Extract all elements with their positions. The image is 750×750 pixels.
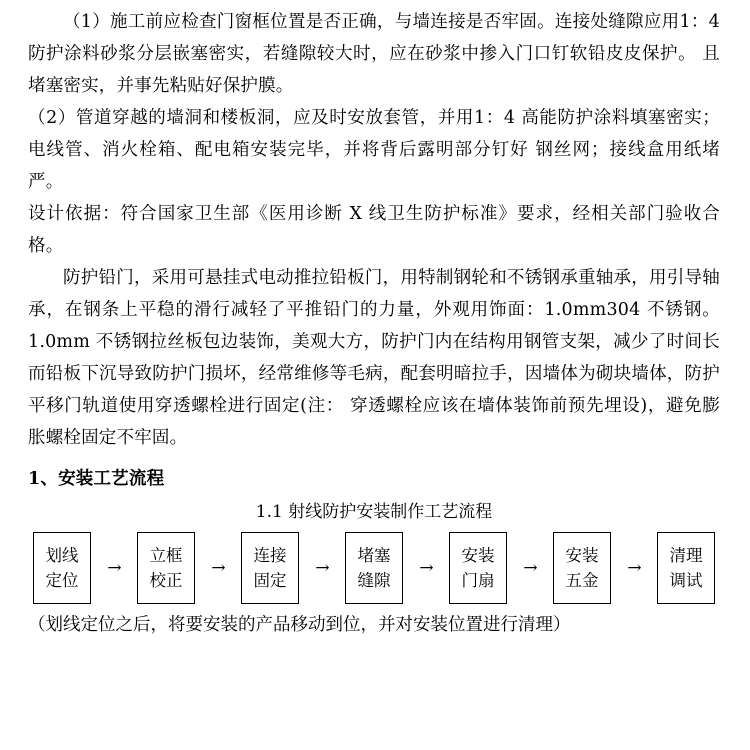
flow-step-6: [554, 533, 611, 604]
arrow-icon-5: →: [523, 557, 537, 578]
paragraph-2: （2）管道穿越的墙洞和楼板洞，应及时安放套管，并用1：4 高能防护涂料填塞密实；电线管、消火栓箱、配电箱安装完毕，并将背后露明部分钉好 钢丝网；接线盒用纸堵严。: [28, 108, 720, 192]
flow-step-6-line2: 五金: [565, 571, 599, 590]
flow-step-4: [346, 533, 403, 604]
paragraph-1: （1）施工前应检查门窗框位置是否正确，与墙连接是否牢固。连接处缝隙应用1：4 防护涂料砂浆分层嵌塞密实，若缝隙较大时，应在砂浆中掺入门口钉软铅皮皮保护。 且堵塞密实，并事先粘贴好保护膜。: [28, 12, 720, 96]
flow-step-5-line1: 安装: [461, 546, 495, 565]
arrow-icon-6: →: [627, 557, 641, 578]
arrow-icon-1: →: [107, 557, 121, 578]
flowchart-container: [28, 532, 720, 604]
flowchart-row: [34, 533, 715, 604]
flow-step-6-line1: 安装: [565, 546, 599, 565]
flow-step-7-line2: 调试: [669, 571, 703, 590]
arrow-icon-3: →: [315, 557, 329, 578]
flowchart-caption: （划线定位之后，将要安装的产品移动到位，并对安装位置进行清理）: [28, 615, 571, 635]
flow-step-2-line1: 立框: [149, 546, 183, 565]
arrow-icon-4: →: [419, 557, 433, 578]
flow-step-7: [658, 533, 715, 604]
section-heading-installation-process: 1、安装工艺流程: [28, 469, 165, 489]
flow-step-7-line1: 清理: [669, 546, 703, 565]
process-flowchart: [33, 532, 715, 604]
flow-step-1: [34, 533, 91, 604]
flow-step-4-line1: 堵塞: [357, 546, 391, 565]
flowchart-title: 1.1 射线防护安装制作工艺流程: [255, 502, 493, 522]
arrow-icon-2: →: [211, 557, 225, 578]
paragraph-4: 防护铅门，采用可悬挂式电动推拉铅板门，用特制钢轮和不锈钢承重轴承，用引导轴承，在钢条上平稳的滑行减轻了平推铅门的力量，外观用饰面：1.0mm304 不锈钢。1.0mm 不锈钢拉丝板包边装饰，美观大方，防护门内在结构用钢管支架，减少了时间长而铅板下沉导致防护门损坏，经常维修等毛病，配套明暗拉手，因墙体为砌块墙体，防护平移门轨道使用穿透螺栓进行固定(注： 穿透螺栓应该在墙体装饰前预先埋设)，避免膨胀螺栓固定不牢固。: [28, 268, 720, 448]
flow-step-3-line1: 连接: [253, 546, 287, 565]
flow-step-3-line2: 固定: [253, 571, 287, 590]
flow-step-4-line2: 缝隙: [357, 571, 391, 590]
flow-step-2: [138, 533, 195, 604]
flow-step-1-line1: 划线: [45, 546, 79, 565]
flow-step-3: [242, 533, 299, 604]
flow-step-5-line2: 门扇: [461, 571, 495, 590]
flow-step-2-line2: 校正: [149, 571, 183, 590]
flow-step-1-line2: 定位: [45, 571, 79, 590]
paragraph-3: 设计依据：符合国家卫生部《医用诊断 X 线卫生防护标准》要求，经相关部门验收合格。: [28, 204, 720, 256]
flow-step-5: [450, 533, 507, 604]
